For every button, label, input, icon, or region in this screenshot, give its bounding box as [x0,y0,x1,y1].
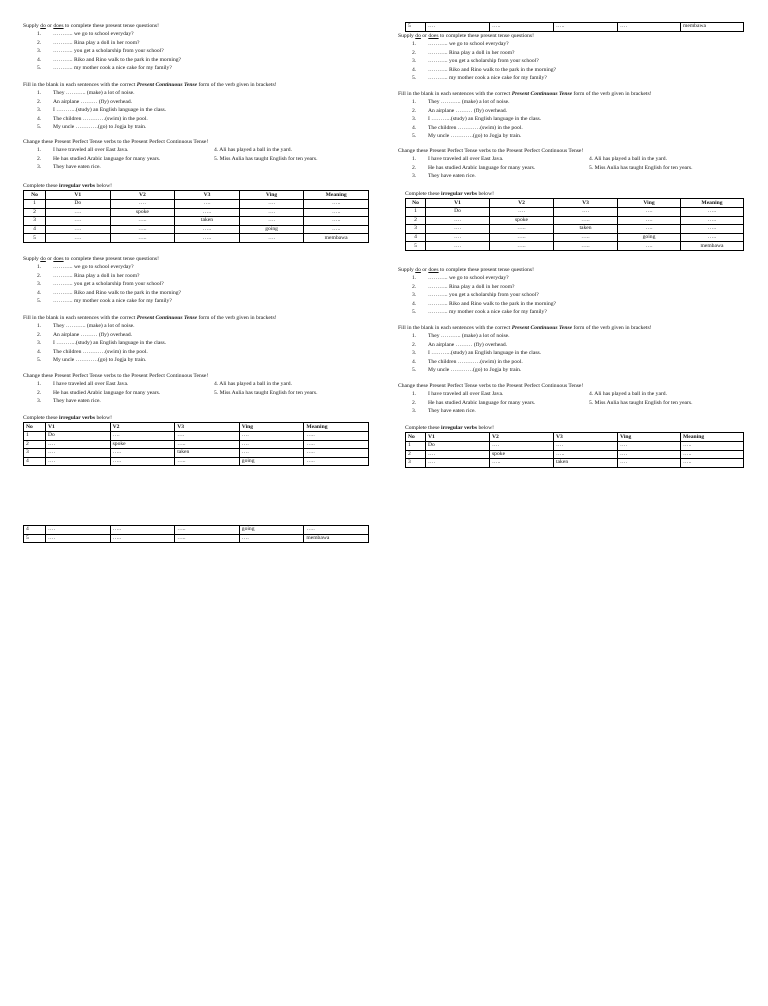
irregular-section [405,424,743,468]
table-row: 1 Do …. …. …. ….. [406,208,744,217]
list-item: 1. I have traveled all over East Java. [412,391,504,398]
list-item: 5. Miss Aulia has taught English for ten years. [214,389,318,396]
list-item: 3. I ………..(study) an English language in the class. [37,340,167,347]
list-item: 2. He has studied Arabic language for many years. [412,164,536,171]
table-header-row: No V1 V2 V3 Ving Meaning [24,423,369,432]
table-row: 3 …. ….. taken …. ….. [24,217,369,226]
perfect-section [398,382,743,416]
list-item: 2. ……….. Rina play a doll in her room? [412,283,515,290]
do-does-section [398,32,743,82]
continuous-section [23,314,368,364]
list-item: 4. ……….. Riko and Rino walk to the park in the morning? [412,66,557,73]
list-item: 1. I have traveled all over East Java. [37,381,129,388]
list-item: 5. Miss Aulia has taught English for ten years. [589,164,693,171]
table-header-row: No V1 V2 V3 Ving Meaning [406,199,744,208]
table-row: 4 …. ….. ….. going ….. [24,457,369,466]
list-item: 4. Ali has played a ball in the yard. [589,156,667,163]
do-does-instruction: Supply do or does to complete these present tense questions! [398,267,534,273]
list-item: 3. They have eaten rice. [412,173,476,180]
list-item: 2. He has studied Arabic language for many years. [37,155,161,162]
list-item: 5. Miss Aulia has taught English for ten years. [589,399,693,406]
table-header-row: No V1 V2 V3 Ving Meaning [406,433,744,442]
irregular-section [23,182,368,243]
table-row: 3 …. ….. taken …. ….. [24,449,369,458]
list-item: 4. Ali has played a ball in the yard. [589,391,667,398]
list-item: 4. Ali has played a ball in the yard. [214,147,292,154]
list-item: 5. Miss Aulia has taught English for ten years. [214,155,318,162]
perfect-instruction: Change these Present Perfect Tense verbs to the Present Perfect Continuous Tense! [23,139,209,145]
list-item: 2. ……….. Rina play a doll in her room? [412,49,515,56]
list-item: 3. I ………..(study) an English language in the class. [37,107,167,114]
irregular-section [23,414,368,466]
page-right [398,22,743,482]
list-item: 5. My uncle …………(go) to Jogja by train. [412,367,522,374]
table-row: 2 …. spoke ….. …. ….. [406,450,744,459]
perfect-instruction: Change these Present Perfect Tense verbs to the Present Perfect Continuous Tense! [398,148,584,154]
table-row: 1 Do …. …. …. ….. [24,432,369,441]
irregular-verbs-table [405,432,744,467]
continuous-instruction: Fill in the blank in each sentences with the correct Present Continuous Tense form of the verb given in brackets! [23,82,277,88]
irregular-section [405,190,743,251]
irregular-table-continuation [23,525,368,543]
irregular-instruction: Complete these irregular verbs below! [405,425,494,431]
irregular-verbs-table [23,190,369,243]
continuous-instruction: Fill in the blank in each sentences with the correct Present Continuous Tense form of the verb given in brackets! [23,315,277,321]
table-row: 5 …. ….. ….. …. membawa [24,234,369,243]
table-row: 1 Do …. …. …. ….. [24,200,369,209]
list-item: 4. Ali has played a ball in the yard. [214,381,292,388]
do-does-instruction: Supply do or does to complete these present tense questions! [398,33,534,39]
table-row: 5 …. ….. ….. …. membawa [406,23,744,32]
table-row: 4 …. ….. ….. going ….. [24,526,369,535]
continuous-instruction: Fill in the blank in each sentences with the correct Present Continuous Tense form of the verb given in brackets! [398,325,652,331]
list-item: 5. My uncle …………(go) to Jogja by train. [37,357,147,364]
continuous-instruction: Fill in the blank in each sentences with the correct Present Continuous Tense form of the verb given in brackets! [398,91,652,97]
continuous-section [23,81,368,131]
list-item: 1. I have traveled all over East Java. [412,156,504,163]
do-does-instruction: Supply do or does to complete these present tense questions! [23,23,159,29]
list-item: 3. They have eaten rice. [412,408,476,415]
list-item: 2. An airplane ……… (fly) overhead. [37,98,133,105]
table-row: 1 Do …. …. …. ….. [406,442,744,451]
list-item: 4. The children …………(swim) in the pool. [412,358,523,365]
list-item: 5. My uncle …………(go) to Jogja by train. [37,124,147,131]
list-item: 1. They ……….. (make) a lot of noise. [37,323,135,330]
perfect-instruction: Change these Present Perfect Tense verbs to the Present Perfect Continuous Tense! [23,373,209,379]
continuous-section [398,324,743,374]
table-row: 5 …. ….. ….. …. membawa [406,242,744,251]
list-item: 5. ……….. my mother cook a nice cake for my family? [412,75,547,82]
list-item: 3. ……….. you get a scholarship from your school? [37,48,164,55]
table-row: 3 …. ….. taken …. ….. [406,459,744,468]
list-item: 4. ……….. Riko and Rino walk to the park in the morning? [37,289,182,296]
list-item: 2. He has studied Arabic language for many years. [412,399,536,406]
table-row: 4 …. ….. ….. going ….. [24,225,369,234]
irregular-instruction: Complete these irregular verbs below! [405,191,494,197]
list-item: 3. They have eaten rice. [37,398,101,405]
perfect-instruction: Change these Present Perfect Tense verbs to the Present Perfect Continuous Tense! [398,383,584,389]
irregular-verbs-table [23,525,369,543]
irregular-instruction: Complete these irregular verbs below! [23,183,112,189]
list-item: 1. ……….. we go to school everyday? [412,41,509,48]
list-item: 2. ……….. Rina play a doll in her room? [37,272,140,279]
list-item: 1. They ……….. (make) a lot of noise. [412,333,510,340]
do-does-section [23,22,368,72]
perfect-section [23,372,368,406]
list-item: 3. ……….. you get a scholarship from your school? [412,292,539,299]
list-item: 3. They have eaten rice. [37,164,101,171]
list-item: 4. The children …………(swim) in the pool. [37,115,148,122]
table-row: 2 …. spoke ….. …. ….. [24,440,369,449]
list-item: 1. They ……….. (make) a lot of noise. [37,90,135,97]
continuous-section [398,90,743,140]
list-item: 1. ……….. we go to school everyday? [412,275,509,282]
table-row: 3 …. ….. taken …. ….. [406,225,744,234]
table-row: 4 …. ….. ….. going ….. [406,233,744,242]
list-item: 2. An airplane ……… (fly) overhead. [37,331,133,338]
perfect-section [398,147,743,181]
list-item: 4. The children …………(swim) in the pool. [37,348,148,355]
irregular-verbs-table [405,198,744,251]
list-item: 1. ……….. we go to school everyday? [37,31,134,38]
table-row: 2 …. spoke ….. …. ….. [406,216,744,225]
table-header-row: No V1 V2 V3 Ving Meaning [24,191,369,200]
perfect-section [23,138,368,172]
list-item: 5. My uncle …………(go) to Jogja by train. [412,133,522,140]
list-item: 4. The children …………(swim) in the pool. [412,124,523,131]
list-item: 3. ……….. you get a scholarship from your school? [37,281,164,288]
list-item: 1. I have traveled all over East Java. [37,147,129,154]
page-left [23,22,368,982]
irregular-verbs-table [23,422,369,466]
list-item: 1. ……….. we go to school everyday? [37,264,134,271]
list-item: 5. ……….. my mother cook a nice cake for my family? [37,65,172,72]
do-does-instruction: Supply do or does to complete these present tense questions! [23,256,159,262]
do-does-section [23,255,368,305]
list-item: 5. ……….. my mother cook a nice cake for my family? [412,309,547,316]
list-item: 4. ……….. Riko and Rino walk to the park in the morning? [412,300,557,307]
list-item: 3. ……….. you get a scholarship from your school? [412,58,539,65]
list-item: 2. An airplane ……… (fly) overhead. [412,341,508,348]
irregular-table-continuation [405,22,743,32]
list-item: 2. An airplane ……… (fly) overhead. [412,107,508,114]
table-row: 2 …. spoke ….. …. ….. [24,208,369,217]
irregular-instruction: Complete these irregular verbs below! [23,415,112,421]
irregular-verbs-table [405,22,744,32]
do-does-section [398,266,743,316]
list-item: 3. I ………..(study) an English language in the class. [412,350,542,357]
list-item: 2. ……….. Rina play a doll in her room? [37,39,140,46]
list-item: 4. ……….. Riko and Rino walk to the park in the morning? [37,56,182,63]
list-item: 1. They ……….. (make) a lot of noise. [412,99,510,106]
list-item: 2. He has studied Arabic language for many years. [37,389,161,396]
list-item: 5. ……….. my mother cook a nice cake for my family? [37,298,172,305]
table-row: 5 …. ….. ….. …. membawa [24,534,369,543]
list-item: 3. I ………..(study) an English language in the class. [412,116,542,123]
